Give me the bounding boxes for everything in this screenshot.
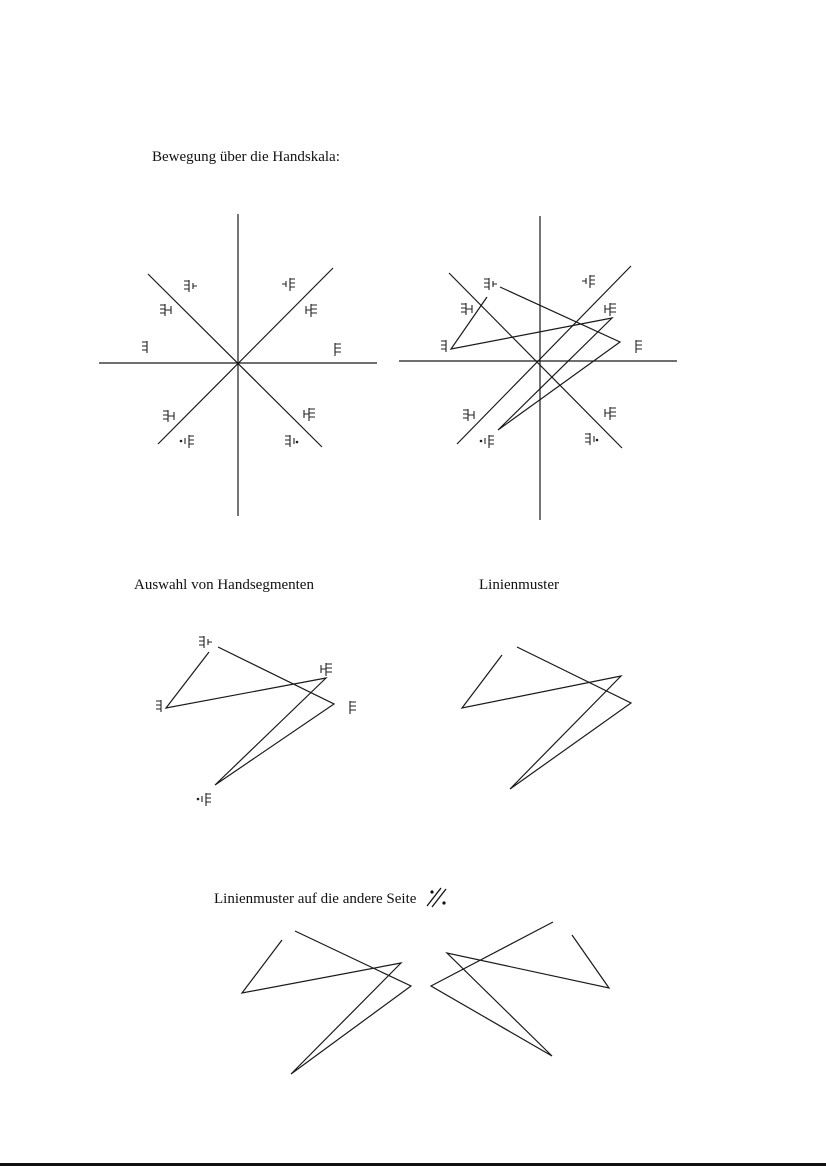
- heading-line-pattern-other-side-text: Linienmuster auf die andere Seite: [214, 890, 417, 907]
- heading-hand-scale-movement: Bewegung über die Handskala:: [152, 149, 340, 165]
- hand-symbol-icon: [582, 430, 600, 448]
- hand-symbol-icon: [478, 432, 496, 450]
- hand-symbol-icon: [195, 790, 213, 808]
- hand-symbol-icon: [138, 338, 156, 356]
- hand-symbol-icon: [437, 337, 455, 355]
- line-pattern-left-path: [242, 931, 411, 1074]
- hand-symbol-icon: [303, 301, 321, 319]
- hand-symbol-icon: [152, 697, 170, 715]
- hand-symbol-icon: [460, 406, 478, 424]
- hand-scale-diagram-with-path: [399, 216, 677, 520]
- segment-selection-path: [166, 647, 334, 785]
- hand-symbol-icon: [178, 432, 196, 450]
- hand-symbol-icon: [345, 698, 363, 716]
- hand-symbol-icon: [318, 660, 336, 678]
- hand-scale-diagram-plain: [99, 214, 377, 516]
- hand-symbol-icon: [181, 277, 199, 295]
- hand-symbol-icon: [481, 275, 499, 293]
- hand-symbol-icon: [160, 407, 178, 425]
- hand-symbol-icon: [280, 275, 298, 293]
- heading-line-pattern: Linienmuster: [479, 577, 559, 593]
- hand-symbol-icon: [330, 340, 348, 358]
- hand-symbol-icon: [458, 300, 476, 318]
- line-pattern-path: [462, 647, 631, 789]
- hand-symbol-icon: [580, 272, 598, 290]
- hand-symbol-icon: [602, 300, 620, 318]
- hand-symbol-icon: [157, 301, 175, 319]
- hand-symbol-icon: [602, 404, 620, 422]
- hand-symbol-icon: [301, 405, 319, 423]
- hand-symbol-icon: [631, 337, 649, 355]
- hand-symbol-icon: [282, 432, 300, 450]
- hand-symbol-icon: [196, 633, 214, 651]
- heading-hand-segment-selection: Auswahl von Handsegmenten: [134, 577, 314, 593]
- line-pattern-mirrored-path: [431, 922, 609, 1056]
